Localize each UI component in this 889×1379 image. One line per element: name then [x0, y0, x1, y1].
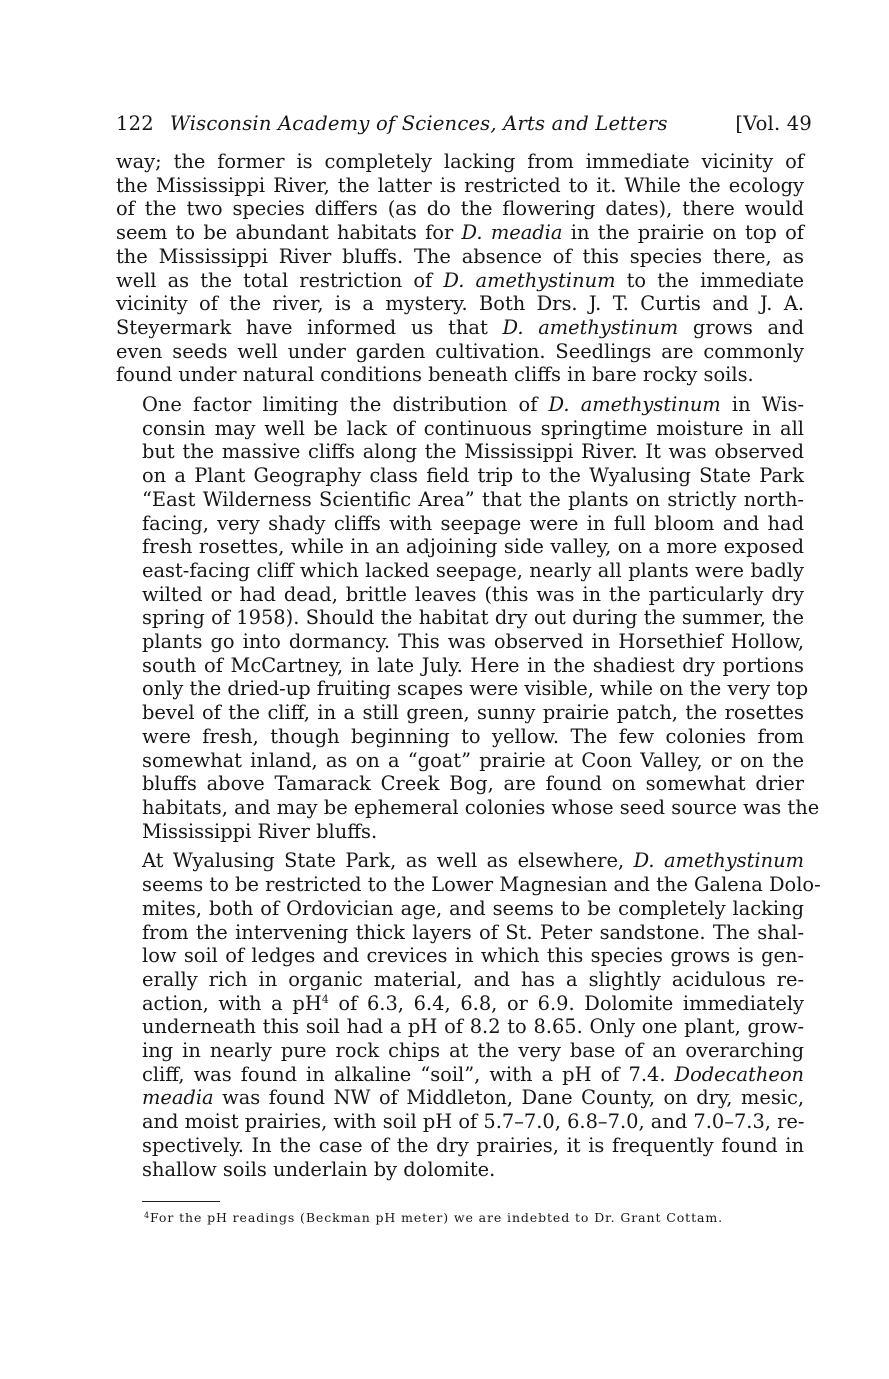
- text-line: At Wyalusing State Park, as well as elsewhere, D. amethystinum: [142, 849, 804, 873]
- text-line: habitats, and may be ephemeral colonies whose seed source was the: [142, 795, 820, 819]
- species-name: D. amethystinum: [502, 315, 679, 339]
- paragraph: [116, 849, 821, 1181]
- text-line: Steyermark have informed us that D. amethystinum grows and: [116, 315, 804, 339]
- footnote-text: For the pH readings (Beckman pH meter) we are indebted to Dr. Grant Cottam.: [150, 1210, 723, 1226]
- species-name: meadia: [142, 1086, 214, 1110]
- text-line: cliff, was found in alkaline “soil”, with a pH of 7.4. Dodecatheon: [142, 1062, 804, 1086]
- volume-label: [Vol. 49: [735, 112, 812, 135]
- text-line: on a Plant Geography class field trip to the Wyalusing State Park: [142, 464, 804, 488]
- text-line: underneath this soil had a pH of 8.2 to 8.65. Only one plant, grow-: [142, 1015, 804, 1039]
- text-line: ing in nearly pure rock chips at the very base of an overarching: [142, 1039, 804, 1063]
- text-line: found under natural conditions beneath cliffs in bare rocky soils.: [116, 363, 754, 387]
- text-line: well as the total restriction of D. amethystinum to the immediate: [116, 268, 805, 292]
- text-line: mites, both of Ordovician age, and seems to be completely lacking: [142, 896, 804, 920]
- text-line: the Mississippi River, the latter is restricted to it. While the ecology: [116, 173, 804, 197]
- text-line: erally rich in organic material, and has a slightly acidulous re-: [142, 967, 804, 991]
- text-line: vicinity of the river, is a mystery. Both Drs. J. T. Curtis and J. A.: [116, 292, 804, 316]
- page-number: 122: [116, 112, 154, 135]
- text-line: wilted or had dead, brittle leaves (this was in the particularly dry: [142, 582, 804, 606]
- paragraph: [116, 150, 804, 387]
- species-name: D. amethystinum: [443, 268, 616, 292]
- species-name: D. amethystinum: [633, 849, 804, 873]
- text-line: bluffs above Tamarack Creek Bog, are found on somewhat drier: [142, 772, 804, 796]
- text-line: bevel of the cliff, in a still green, sunny prairie patch, the rosettes: [142, 701, 804, 725]
- text-line: facing, very shady cliffs with seepage were in full bloom and had: [142, 511, 804, 535]
- text-line: low soil of ledges and crevices in which this species grows is gen-: [142, 944, 804, 968]
- text-line: action, with a $pH^4$ of 6.3, 6.4, 6.8, or 6.9. Dolomite immediately: [142, 991, 804, 1015]
- text-line: east-facing cliff which lacked seepage, nearly all plants were badly: [142, 558, 804, 582]
- species-name: D. meadia: [461, 221, 563, 245]
- body-text: [116, 150, 821, 1181]
- text-line: shallow soils underlain by dolomite.: [142, 1157, 496, 1181]
- species-name: Dodecatheon: [674, 1062, 804, 1086]
- text-line: of the two species differs (as do the flowering dates), there would: [116, 197, 804, 221]
- text-line: but the massive cliffs along the Mississippi River. It was observed: [142, 440, 804, 464]
- text-line: the Mississippi River bluffs. The absence of this species there, as: [116, 244, 804, 268]
- footnote-ref: 4: [321, 992, 329, 1006]
- text-line: somewhat inland, as on a “goat” prairie at Coon Valley, or on the: [142, 748, 804, 772]
- paragraph: [116, 393, 820, 843]
- journal-title: Wisconsin Academy of Sciences, Arts and Letters: [169, 112, 668, 135]
- text-line: One factor limiting the distribution of D. amethystinum in Wis-: [142, 393, 805, 417]
- text-line: seems to be restricted to the Lower Magnesian and the Galena Dolo-: [142, 873, 821, 897]
- page: [116, 112, 821, 1226]
- footnote-marker: 4: [144, 1211, 150, 1221]
- text-line: “East Wilderness Scientific Area” that the plants on strictly north-: [142, 487, 804, 511]
- text-line: and moist prairies, with soil pH of 5.7–7.0, 6.8–7.0, and 7.0–7.3, re-: [142, 1110, 805, 1134]
- text-line: way; the former is completely lacking from immediate vicinity of: [116, 150, 804, 173]
- text-line: seem to be abundant habitats for D. meadia in the prairie on top of: [116, 221, 804, 245]
- text-line: spring of 1958). Should the habitat dry out during the summer, the: [142, 606, 804, 630]
- text-line: meadia was found NW of Middleton, Dane County, on dry, mesic,: [142, 1086, 804, 1110]
- footnote-rule: [142, 1201, 220, 1202]
- running-head: [116, 112, 812, 150]
- text-line: Mississippi River bluffs.: [142, 819, 378, 843]
- text-line: were fresh, though beginning to yellow. The few colonies from: [142, 724, 804, 748]
- species-name: D. amethystinum: [548, 393, 721, 417]
- footnote: [144, 1210, 804, 1225]
- text-line: consin may well be lack of continuous springtime moisture in all: [142, 416, 804, 440]
- text-line: south of McCartney, in late July. Here in the shadiest dry portions: [142, 653, 804, 677]
- text-line: from the intervening thick layers of St. Peter sandstone. The shal-: [142, 920, 804, 944]
- text-line: even seeds well under garden cultivation. Seedlings are commonly: [116, 339, 804, 363]
- text-line: plants go into dormancy. This was observed in Horsethief Hollow,: [142, 630, 804, 654]
- text-line: fresh rosettes, while in an adjoining side valley, on a more exposed: [142, 535, 804, 559]
- text-line: only the dried-up fruiting scapes were visible, while on the very top: [142, 677, 809, 701]
- text-line: spectively. In the case of the dry prairies, it is frequently found in: [142, 1133, 804, 1157]
